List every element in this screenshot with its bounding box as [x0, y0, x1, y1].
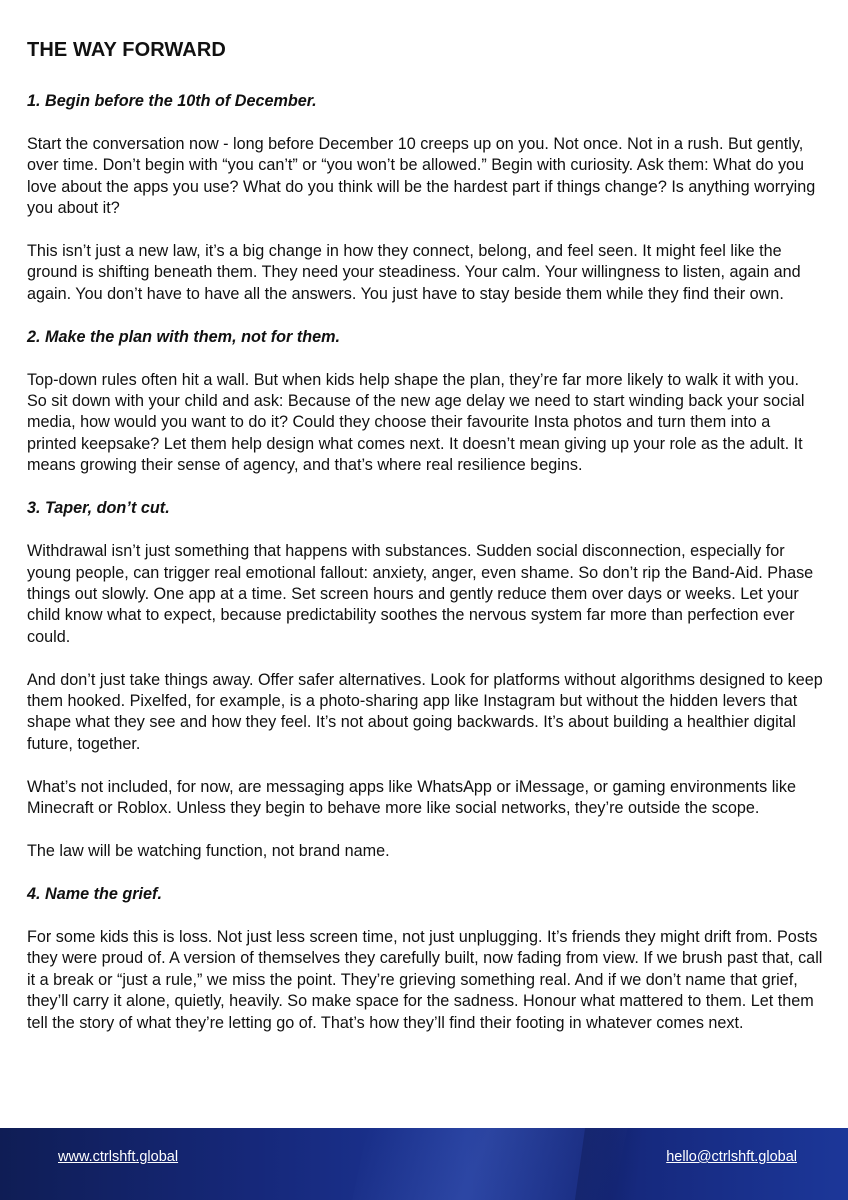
page-title: THE WAY FORWARD: [27, 39, 226, 61]
section-heading: 3. Taper, don’t cut.: [27, 499, 170, 518]
paragraph: And don’t just take things away. Offer safer alternatives. Look for platforms without algorithms designed to keep them hooked. Pixelfed, for example, is a photo-sharing app like Instagram but without the hidden levers that shape what they see and how they feel. It’s not about going backwards. It’s about building a healthier digital future, together.: [27, 670, 823, 753]
section-heading: 4. Name the grief.: [27, 884, 162, 903]
email-link[interactable]: hello@ctrlshft.global: [666, 1149, 797, 1165]
paragraph: Top-down rules often hit a wall. But when kids help shape the plan, they’re far more likely to walk it with you. So sit down with your child and ask: Because of the new age delay we need to start winding back your social media, how would you want to do it? Could they choose their favourite Insta photos and turn them into a printed keepsake? Let them help design what comes next. It doesn’t mean giving up your role as the adult. It means growing their sense of agency, and that’s where real resilience begins.: [27, 370, 805, 475]
section-heading: 2. Make the plan with them, not for them.: [27, 327, 340, 346]
paragraph: What’s not included, for now, are messaging apps like WhatsApp or iMessage, or gaming environments like Minecraft or Roblox. Unless they begin to behave more like social networks, they’re outside the scope.: [27, 777, 796, 818]
paragraph: Withdrawal isn’t just something that happens with substances. Sudden social disconnection, especially for young people, can trigger real emotional fallout: anxiety, anger, even shame. So don’t rip the Band-Aid. Phase things out slowly. One app at a time. Set screen hours and gently reduce them over days or weeks. Let your child know what to expect, because predictability soothes the nervous system far more than perfection ever could.: [27, 542, 814, 646]
section-heading: 1. Begin before the 10th of December.: [27, 92, 317, 110]
website-link[interactable]: www.ctrlshft.global: [58, 1149, 179, 1165]
article-body: [27, 91, 823, 1055]
footer-bar: [0, 1128, 848, 1200]
paragraph: This isn’t just a new law, it’s a big change in how they connect, belong, and feel seen. It might feel like the ground is shifting beneath them. They need your steadiness. Your calm. Your willingness to listen, again and again. You don’t have to have all the answers. You just have to stay beside them while they find their own.: [27, 242, 801, 303]
paragraph: Start the conversation now - long before December 10 creeps up on you. Not once. Not in a rush. But gently, over time. Don’t begin with “you can’t” or “you won’t be allowed.” Begin with curiosity. Ask them: What do you love about the apps you use? What do you think will be the hardest part if things change? Is anything worrying you about it?: [27, 134, 816, 218]
paragraph: For some kids this is loss. Not just less screen time, not just unplugging. It’s friends they might drift from. Posts they were proud of. A version of themselves they carefully built, now fading from view. If we brush past that, call it a break or “just a rule,” we miss the point. They’re grieving something real. And if we don’t name that grief, they’ll carry it alone, quietly, heavily. So make space for the sadness. Honour what mattered to them. Let them tell the story of what they’re letting go of. That’s how they’ll find their footing in whatever comes next.: [27, 927, 823, 1032]
footer-decoration-shadow: [575, 1128, 645, 1200]
paragraph: The law will be watching function, not brand name.: [27, 842, 390, 861]
